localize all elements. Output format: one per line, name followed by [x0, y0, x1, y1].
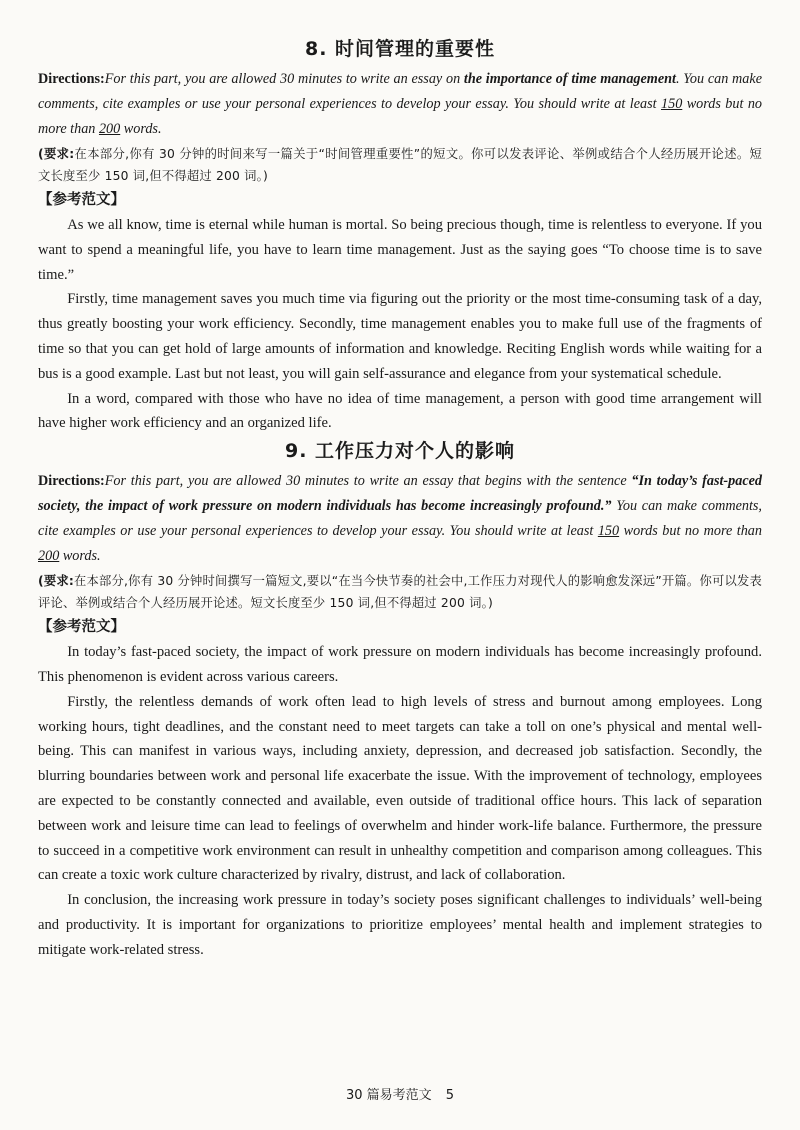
section-8-requirements [38, 143, 762, 187]
directions-text: words but no more than [619, 523, 762, 540]
page-footer [0, 1084, 800, 1103]
section-9-directions [38, 469, 762, 569]
directions-text: For this part, you are allowed 30 minutes to write an essay that begins with the sentence [104, 473, 632, 490]
directions-text: You can make comments, cite examples or use your personal experiences to develop your essay. You should write at least [38, 498, 762, 540]
section-9-requirements [38, 570, 762, 614]
page-number: 5 [445, 1088, 455, 1103]
essay-paragraph: In today’s fast-paced society, the impact of work pressure on modern individuals has become increasingly profound. This phenomenon is evident across various careers. [38, 644, 762, 685]
max-word-count: 200 [98, 121, 121, 137]
essay-paragraph: In a word, compared with those who have no idea of time management, a person with good time arrangement will have higher work efficiency and an organized life. [38, 390, 762, 432]
directions-text: words. [59, 548, 101, 565]
section-8-reference-label: 【参考范文】 [38, 192, 125, 208]
directions-text: For this part, you are allowed 30 minutes to write an essay on [104, 71, 464, 87]
min-word-count: 150 [661, 96, 683, 112]
directions-topic: the importance of time management [463, 71, 676, 87]
section-9-reference-label: 【参考范文】 [38, 619, 125, 636]
essay-paragraph: As we all know, time is eternal while human is mortal. So being precious though, time is relentless to everyone. If you want to spend a meaningful life, you have to learn time management. Just as the saying goes “To choose time is to save time.” [38, 217, 762, 283]
directions-label: Directions: [38, 71, 105, 87]
requirements-label: (要求: [38, 147, 75, 161]
requirements-text: 在本部分,你有 30 分钟的时间来写一篇关于“时间管理重要性”的短文。你可以发表评论、举例或结合个人经历展开论述。短文长度至少 150 词,但不得超过 200 词。) [38, 147, 762, 183]
requirements-label: (要求: [38, 574, 74, 589]
section-8-directions [38, 67, 762, 142]
page-content [38, 34, 762, 963]
essay-paragraph: Firstly, time management saves you much time via figuring out the priority or the most time-consuming task of a day, thus greatly boosting your work efficiency. Secondly, time management enables you to make full use of the fragments of time so that you can get hold of large amounts of information and knowledge. Reciting English words while waiting for a bus is a good example. Last but not least, you will gain self-assurance and elegance from your systematical schedule. [38, 291, 762, 382]
requirements-text: 在本部分,你有 30 分钟时间撰写一篇短文,要以“在当今快节奏的社会中,工作压力对现代人的影响愈发深远”开篇。你可以发表评论、举例或结合个人经历展开论述。短文长度至少 150 词,但不得超过 200 词。) [38, 574, 762, 611]
min-word-count: 150 [597, 523, 620, 540]
section-8-title: 8. 时间管理的重要性 [304, 38, 496, 60]
directions-topic: “In today’s fast-paced society, the impact of work pressure on modern individuals has become increasingly profound.” [38, 473, 763, 515]
max-word-count: 200 [38, 548, 60, 565]
directions-text: . You can make comments, cite examples or use your personal experiences to develop your essay. You should write at least [38, 71, 762, 112]
book-title: 30 篇易考范文 [345, 1088, 432, 1103]
essay-paragraph: Firstly, the relentless demands of work often lead to high levels of stress and burnout among employees. Long working hours, tight deadlines, and the constant need to meet targets can take a toll on one’s physical and mental well-being. This can manifest in various ways, including anxiety, depression, and decreased job satisfaction. Secondly, the blurring boundaries between work and personal life exacerbate the issue. With the improvement of technology, employees are expected to be constantly connected and available, even outside of traditional office hours. This lack of separation between work and leisure time can lead to feelings of overwhelm and hinder work-life balance. Furthermore, the pressure to succeed in a competitive work environment can result in unhealthy competition and comparison among colleagues. This can create a toxic work culture characterized by rivalry, distrust, and lack of collaboration. [38, 693, 762, 884]
directions-text: words. [120, 121, 162, 137]
directions-text: words but no more than [38, 96, 763, 137]
directions-label: Directions: [38, 473, 105, 490]
section-9-title: 9. 工作压力对个人的影响 [284, 440, 516, 463]
essay-paragraph: In conclusion, the increasing work pressure in today’s society poses significant challenges to individuals’ well-being and productivity. It is important for organizations to prioritize employees’ mental health and implement strategies to mitigate work-related stress. [38, 892, 762, 958]
